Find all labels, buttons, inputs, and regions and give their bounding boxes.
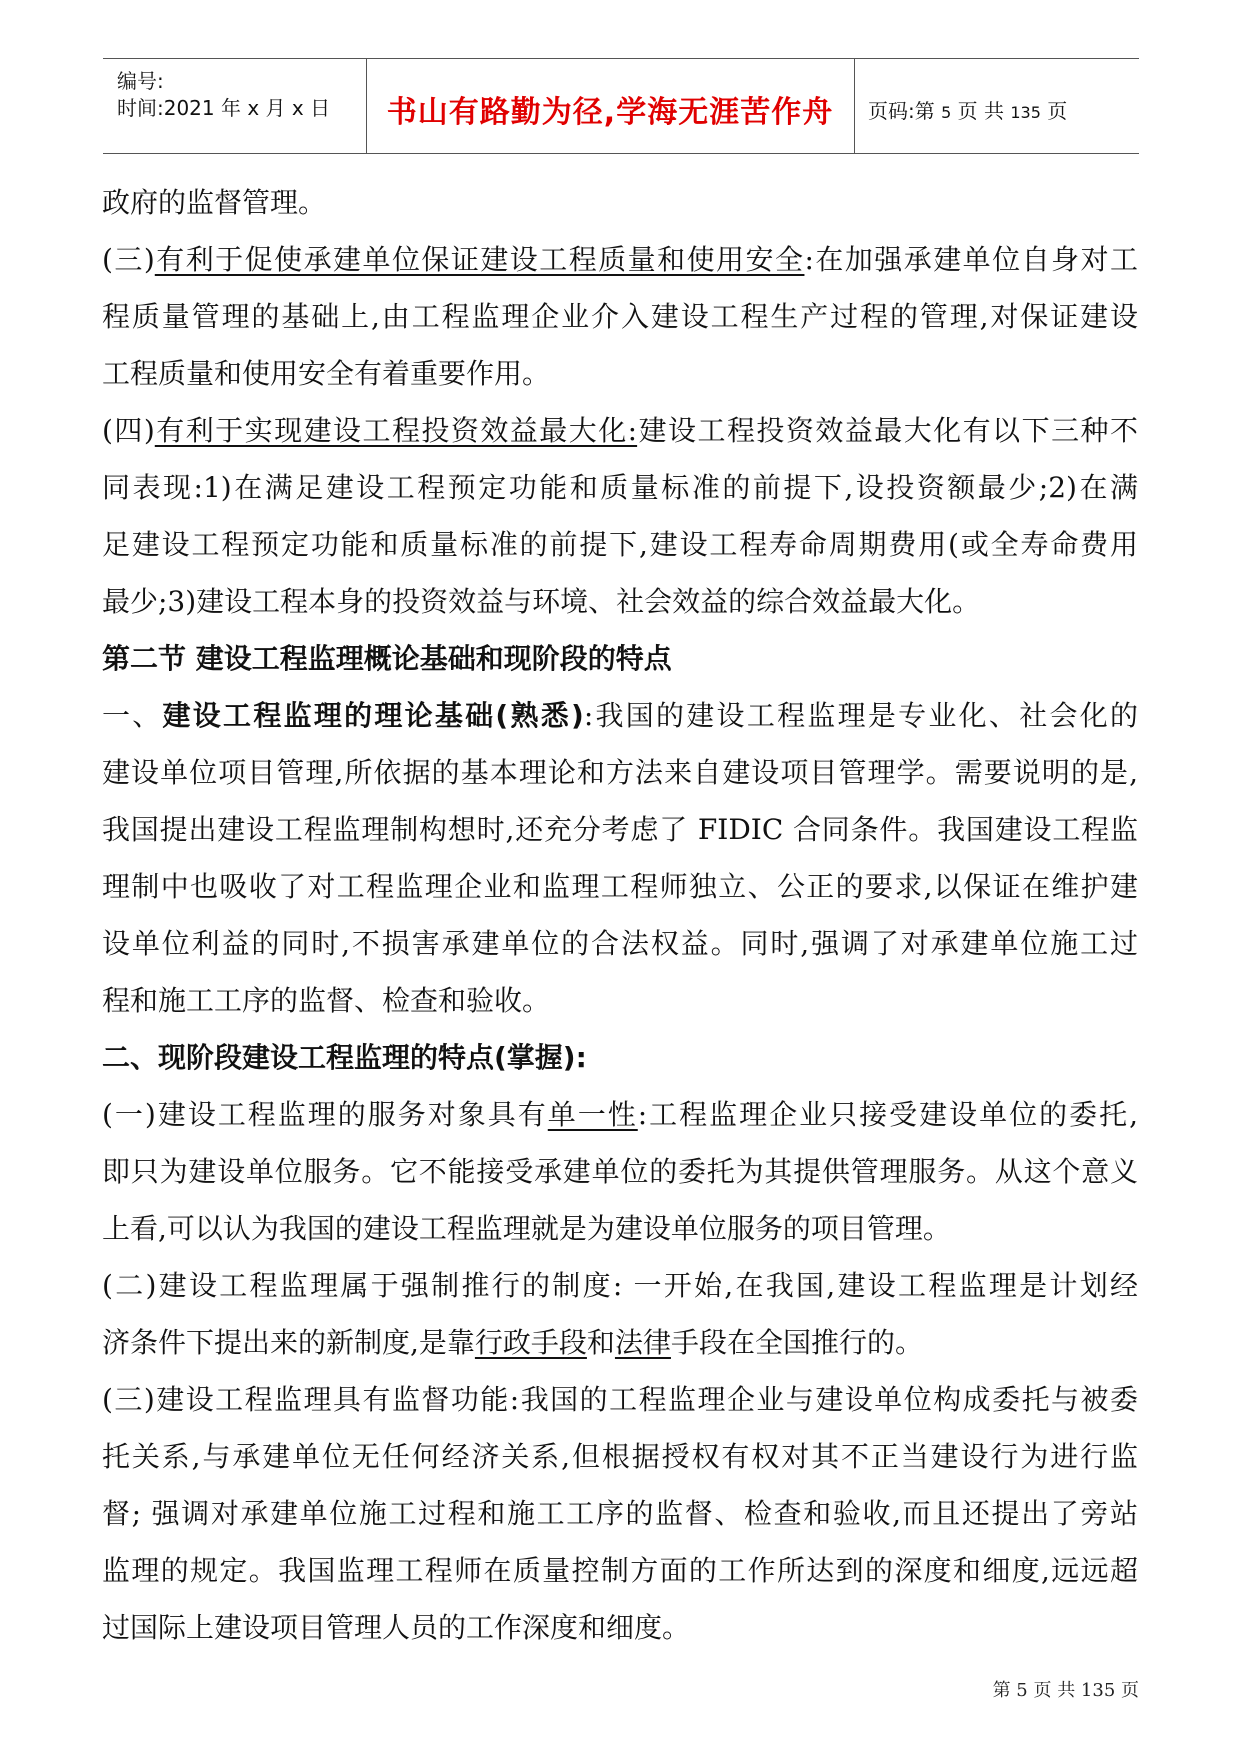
paragraph-line (102, 687, 1138, 744)
paragraph-line: 同表现:1)在满足建设工程预定功能和质量标准的前提下,设投资额最少;2)在满 (102, 471, 1138, 504)
list-marker: (三) (102, 243, 155, 276)
paragraph-line: 上看,可以认为我国的建设工程监理就是为建设单位服务的项目管理。 (102, 1212, 951, 1245)
list-marker: 一、 (102, 699, 163, 732)
paragraph-line (102, 1314, 1138, 1371)
page-footer: 第 5 页 共 135 页 (992, 1680, 1139, 1701)
document-body (102, 174, 1138, 1656)
page-number: 5 (941, 103, 952, 122)
paragraph-line: (三)建设工程监理具有监督功能:我国的工程监理企业与建设单位构成委托与被委 (102, 1383, 1138, 1416)
paragraph-text: (一)建设工程监理的服务对象具有 (102, 1098, 548, 1131)
paragraph-line: 程和施工工序的监督、检查和验收。 (102, 984, 551, 1017)
paragraph-line: 即只为建设单位服务。它不能接受承建单位的委托为其提供管理服务。从这个意义 (102, 1155, 1138, 1188)
paragraph-line: 督; 强调对承建单位施工过程和施工工序的监督、检查和验收,而且还提出了旁站 (102, 1497, 1138, 1530)
page-prefix: 页码:第 (868, 99, 935, 123)
page-header (103, 58, 1139, 154)
underlined-heading: 有利于实现建设工程投资效益最大化: (154, 414, 638, 447)
paragraph-text: :工程监理企业只接受建设单位的委托, (637, 1098, 1138, 1131)
underlined-heading: 有利于促使承建单位保证建设工程质量和使用安全 (154, 243, 805, 276)
page-suffix: 页 (1047, 99, 1068, 123)
document-number-label: 编号: (117, 69, 164, 93)
paragraph-text: 济条件下提出来的新制度,是靠 (102, 1326, 475, 1359)
paragraph-line: 程质量管理的基础上,由工程监理企业介入建设工程生产过程的管理,对保证建设 (102, 300, 1138, 333)
page-total: 135 (1010, 103, 1041, 122)
header-page-cell (854, 59, 1139, 153)
header-motto-cell (366, 59, 855, 153)
header-motto: 书山有路勤为径,学海无涯苦作舟 (386, 95, 834, 130)
header-page-info (868, 95, 1067, 124)
paragraph-line: 过国际上建设项目管理人员的工作深度和细度。 (102, 1611, 691, 1644)
paragraph-line: 监理的规定。我国监理工程师在质量控制方面的工作所达到的深度和细度,远远超 (102, 1554, 1138, 1587)
document-time-label: 时间:2021 年 x 月 x 日 (117, 96, 331, 120)
paragraph-line (102, 1086, 1138, 1143)
paragraph-line: 工程质量和使用安全有着重要作用。 (102, 357, 551, 390)
header-left-cell (103, 59, 367, 153)
underlined-term: 法律 (614, 1326, 671, 1359)
paragraph-text: 手段在全国推行的。 (670, 1326, 923, 1359)
paragraph-text: :在加强承建单位自身对工 (804, 243, 1138, 276)
underlined-term: 行政手段 (474, 1326, 587, 1359)
paragraph-line: 我国提出建设工程监理制构想时,还充分考虑了 FIDIC 合同条件。我国建设工程监 (102, 813, 1138, 846)
underlined-term: 单一性 (547, 1098, 638, 1131)
paragraph-text: 建设工程投资效益最大化有以下三种不 (637, 414, 1138, 447)
section-heading: 第二节 建设工程监理概论基础和现阶段的特点 (102, 642, 672, 675)
paragraph-line: 理制中也吸收了对工程监理企业和监理工程师独立、公正的要求,以保证在维护建 (102, 870, 1138, 903)
paragraph-line: 托关系,与承建单位无任何经济关系,但根据授权有权对其不正当建设行为进行监 (102, 1440, 1138, 1473)
paragraph-text: 和 (586, 1326, 615, 1359)
page-mid: 页 共 (957, 99, 1005, 123)
paragraph-line (102, 402, 1138, 459)
paragraph-line: 设单位利益的同时,不损害承建单位的合法权益。同时,强调了对承建单位施工过 (102, 927, 1138, 960)
paragraph-line: (二)建设工程监理属于强制推行的制度: 一开始,在我国,建设工程监理是计划经 (102, 1269, 1138, 1302)
paragraph-text: :我国的建设工程监理是专业化、社会化的 (583, 699, 1138, 732)
paragraph-line (102, 231, 1138, 288)
paragraph-line: 最少;3)建设工程本身的投资效益与环境、社会效益的综合效益最大化。 (102, 585, 981, 618)
paragraph-line: 足建设工程预定功能和质量标准的前提下,建设工程寿命周期费用(或全寿命费用 (102, 528, 1138, 561)
list-marker: (四) (102, 414, 155, 447)
subsection-heading: 二、现阶段建设工程监理的特点(掌握): (102, 1041, 587, 1074)
paragraph-line: 政府的监督管理。 (102, 186, 327, 219)
paragraph-line: 建设单位项目管理,所依据的基本理论和方法来自建设项目管理学。需要说明的是, (102, 756, 1138, 789)
bold-heading: 建设工程监理的理论基础(熟悉) (162, 699, 584, 732)
